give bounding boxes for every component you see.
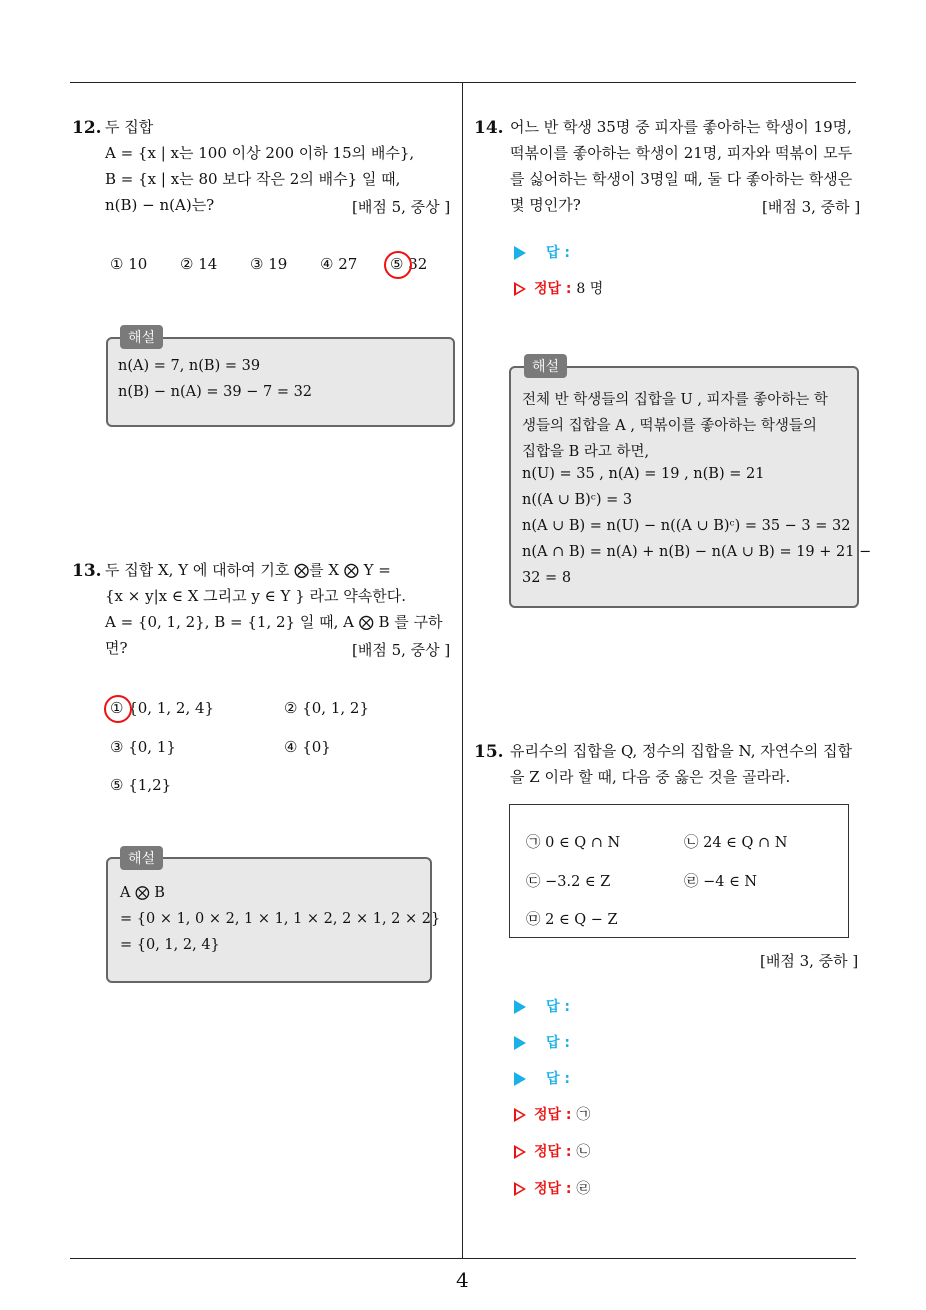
play-icon bbox=[514, 1000, 526, 1014]
q14-solution-line-7: n(A ∩ B) = n(A) + n(B) − n(A ∪ B) = 19 + 21 − bbox=[522, 544, 872, 560]
q15-meta: [배점 3, 중하 ] bbox=[760, 952, 859, 970]
q12-choice-5[interactable]: ⑤ 32 bbox=[390, 255, 428, 273]
q12-solution-tag: 해설 bbox=[120, 325, 163, 349]
q13-solution-tag: 해설 bbox=[120, 846, 163, 870]
q14-solution-line-6: n(A ∪ B) = n(U) − n((A ∪ B)ᶜ) = 35 − 3 = 32 bbox=[522, 518, 851, 534]
outline-play-icon bbox=[514, 1108, 526, 1122]
q15-correct-value: ㉣ bbox=[576, 1181, 591, 1197]
q13-solution-line-1: A ⨂ B bbox=[120, 885, 165, 901]
q13-choice-5[interactable]: ⑤ {1,2} bbox=[110, 776, 172, 794]
q14-solution-line-5: n((A ∪ B)ᶜ) = 3 bbox=[522, 492, 633, 508]
q13-line-3: A = {0, 1, 2}, B = {1, 2} 일 때, A ⨂ B 를 구하 bbox=[105, 613, 443, 631]
q12-choice-3[interactable]: ③ 19 bbox=[250, 255, 288, 273]
page-number: 4 bbox=[456, 1268, 469, 1292]
q15-correct-label: 정답 : bbox=[534, 1181, 572, 1197]
q13-choice-3[interactable]: ③ {0, 1} bbox=[110, 738, 176, 756]
q15-answer-field-2[interactable] bbox=[514, 1032, 570, 1052]
q15-answer-label: 답 : bbox=[546, 1035, 570, 1051]
q12-solution-line-2: n(B) − n(A) = 39 − 7 = 32 bbox=[118, 384, 313, 400]
q13-solution-line-2: = {0 × 1, 0 × 2, 1 × 1, 1 × 2, 2 × 1, 2 × 2} bbox=[120, 911, 441, 927]
q14-solution-line-8: 32 = 8 bbox=[522, 570, 572, 586]
q15-number: 15. bbox=[474, 742, 504, 762]
q14-line-1: 어느 반 학생 35명 중 피자를 좋아하는 학생이 19명, bbox=[510, 118, 852, 136]
outline-play-icon bbox=[514, 1145, 526, 1159]
q14-meta: [배점 3, 중하 ] bbox=[762, 198, 861, 216]
q15-statement-4: ㉣ −4 ∈ N bbox=[684, 874, 758, 890]
column-divider bbox=[462, 83, 463, 1259]
q12-choice-2[interactable]: ② 14 bbox=[180, 255, 218, 273]
q15-correct-answer-3 bbox=[514, 1178, 590, 1198]
q14-answer-label: 답 : bbox=[546, 245, 570, 261]
play-icon bbox=[514, 1072, 526, 1086]
q12-line-4: n(B) − n(A)는? bbox=[105, 196, 215, 214]
play-icon bbox=[514, 246, 526, 260]
q15-line-1: 유리수의 집합을 Q, 정수의 집합을 N, 자연수의 집합 bbox=[510, 742, 852, 760]
top-rule bbox=[70, 82, 856, 83]
q12-solution-line-1: n(A) = 7, n(B) = 39 bbox=[118, 358, 261, 374]
q15-correct-value: ㉡ bbox=[576, 1144, 591, 1160]
q12-choice-4[interactable]: ④ 27 bbox=[320, 255, 358, 273]
q12-line-2: A = {x | x는 100 이상 200 이하 15의 배수}, bbox=[105, 144, 415, 162]
q13-solution-line-3: = {0, 1, 2, 4} bbox=[120, 937, 220, 953]
outline-play-icon bbox=[514, 282, 526, 296]
q12-solution-box bbox=[106, 337, 455, 427]
q14-line-2: 떡볶이를 좋아하는 학생이 21명, 피자와 떡볶이 모두 bbox=[510, 144, 853, 162]
q12-meta: [배점 5, 중상 ] bbox=[352, 198, 451, 216]
q14-solution-tag: 해설 bbox=[524, 354, 567, 378]
q13-choice-2[interactable]: ② {0, 1, 2} bbox=[284, 699, 370, 717]
q15-correct-value: ㉠ bbox=[576, 1107, 591, 1123]
q14-solution-line-2: 생들의 집합을 A , 떡볶이를 좋아하는 학생들의 bbox=[522, 418, 817, 434]
q14-solution-line-3: 집합을 B 라고 하면, bbox=[522, 444, 650, 460]
q12-line-3: B = {x | x는 80 보다 작은 2의 배수} 일 때, bbox=[105, 170, 401, 188]
q14-line-4: 몇 명인가? bbox=[510, 196, 581, 214]
q13-line-1: 두 집합 X, Y 에 대하여 기호 ⨂를 X ⨂ Y = bbox=[105, 561, 391, 579]
q15-statement-1: ㉠ 0 ∈ Q ∩ N bbox=[526, 835, 621, 851]
q15-answer-field-1[interactable] bbox=[514, 996, 570, 1016]
q12-line-1: 두 집합 bbox=[105, 118, 154, 136]
q12-number: 12. bbox=[72, 118, 102, 138]
q14-solution-line-4: n(U) = 35 , n(A) = 19 , n(B) = 21 bbox=[522, 466, 765, 482]
q15-correct-label: 정답 : bbox=[534, 1144, 572, 1160]
q14-correct-value: 8 명 bbox=[576, 281, 604, 297]
q15-correct-label: 정답 : bbox=[534, 1107, 572, 1123]
q14-number: 14. bbox=[474, 118, 504, 138]
q14-correct-label: 정답 : bbox=[534, 281, 572, 297]
q13-answer-circle bbox=[104, 695, 132, 723]
q15-correct-answer-1 bbox=[514, 1104, 590, 1124]
q15-statement-3: ㉢ −3.2 ∈ Z bbox=[526, 874, 611, 890]
q14-answer-field[interactable] bbox=[514, 242, 570, 262]
q14-line-3: 를 싫어하는 학생이 3명일 때, 둘 다 좋아하는 학생은 bbox=[510, 170, 853, 188]
q15-statement-5: ㉤ 2 ∈ Q − Z bbox=[526, 912, 618, 928]
q13-choice-4[interactable]: ④ {0} bbox=[284, 738, 331, 756]
q15-correct-answer-2 bbox=[514, 1141, 590, 1161]
q13-number: 13. bbox=[72, 561, 102, 581]
q15-line-2: 을 Z 이라 할 때, 다음 중 옳은 것을 골라라. bbox=[510, 768, 791, 786]
q13-line-4: 면? bbox=[105, 639, 128, 657]
outline-play-icon bbox=[514, 1182, 526, 1196]
q15-statement-2: ㉡ 24 ∈ Q ∩ N bbox=[684, 835, 788, 851]
q14-correct-answer bbox=[514, 278, 603, 298]
q15-answer-field-3[interactable] bbox=[514, 1068, 570, 1088]
q15-answer-label: 답 : bbox=[546, 999, 570, 1015]
q12-choice-1[interactable]: ① 10 bbox=[110, 255, 148, 273]
q12-answer-circle bbox=[384, 251, 412, 279]
q13-choice-1[interactable]: ① {0, 1, 2, 4} bbox=[110, 699, 215, 717]
bottom-rule bbox=[70, 1258, 856, 1259]
q14-solution-line-1: 전체 반 학생들의 집합을 U , 피자를 좋아하는 학 bbox=[522, 392, 828, 408]
play-icon bbox=[514, 1036, 526, 1050]
q13-line-2: {x × y|x ∈ X 그리고 y ∈ Y } 라고 약속한다. bbox=[105, 587, 406, 605]
q15-answer-label: 답 : bbox=[546, 1071, 570, 1087]
q13-meta: [배점 5, 중상 ] bbox=[352, 641, 451, 659]
